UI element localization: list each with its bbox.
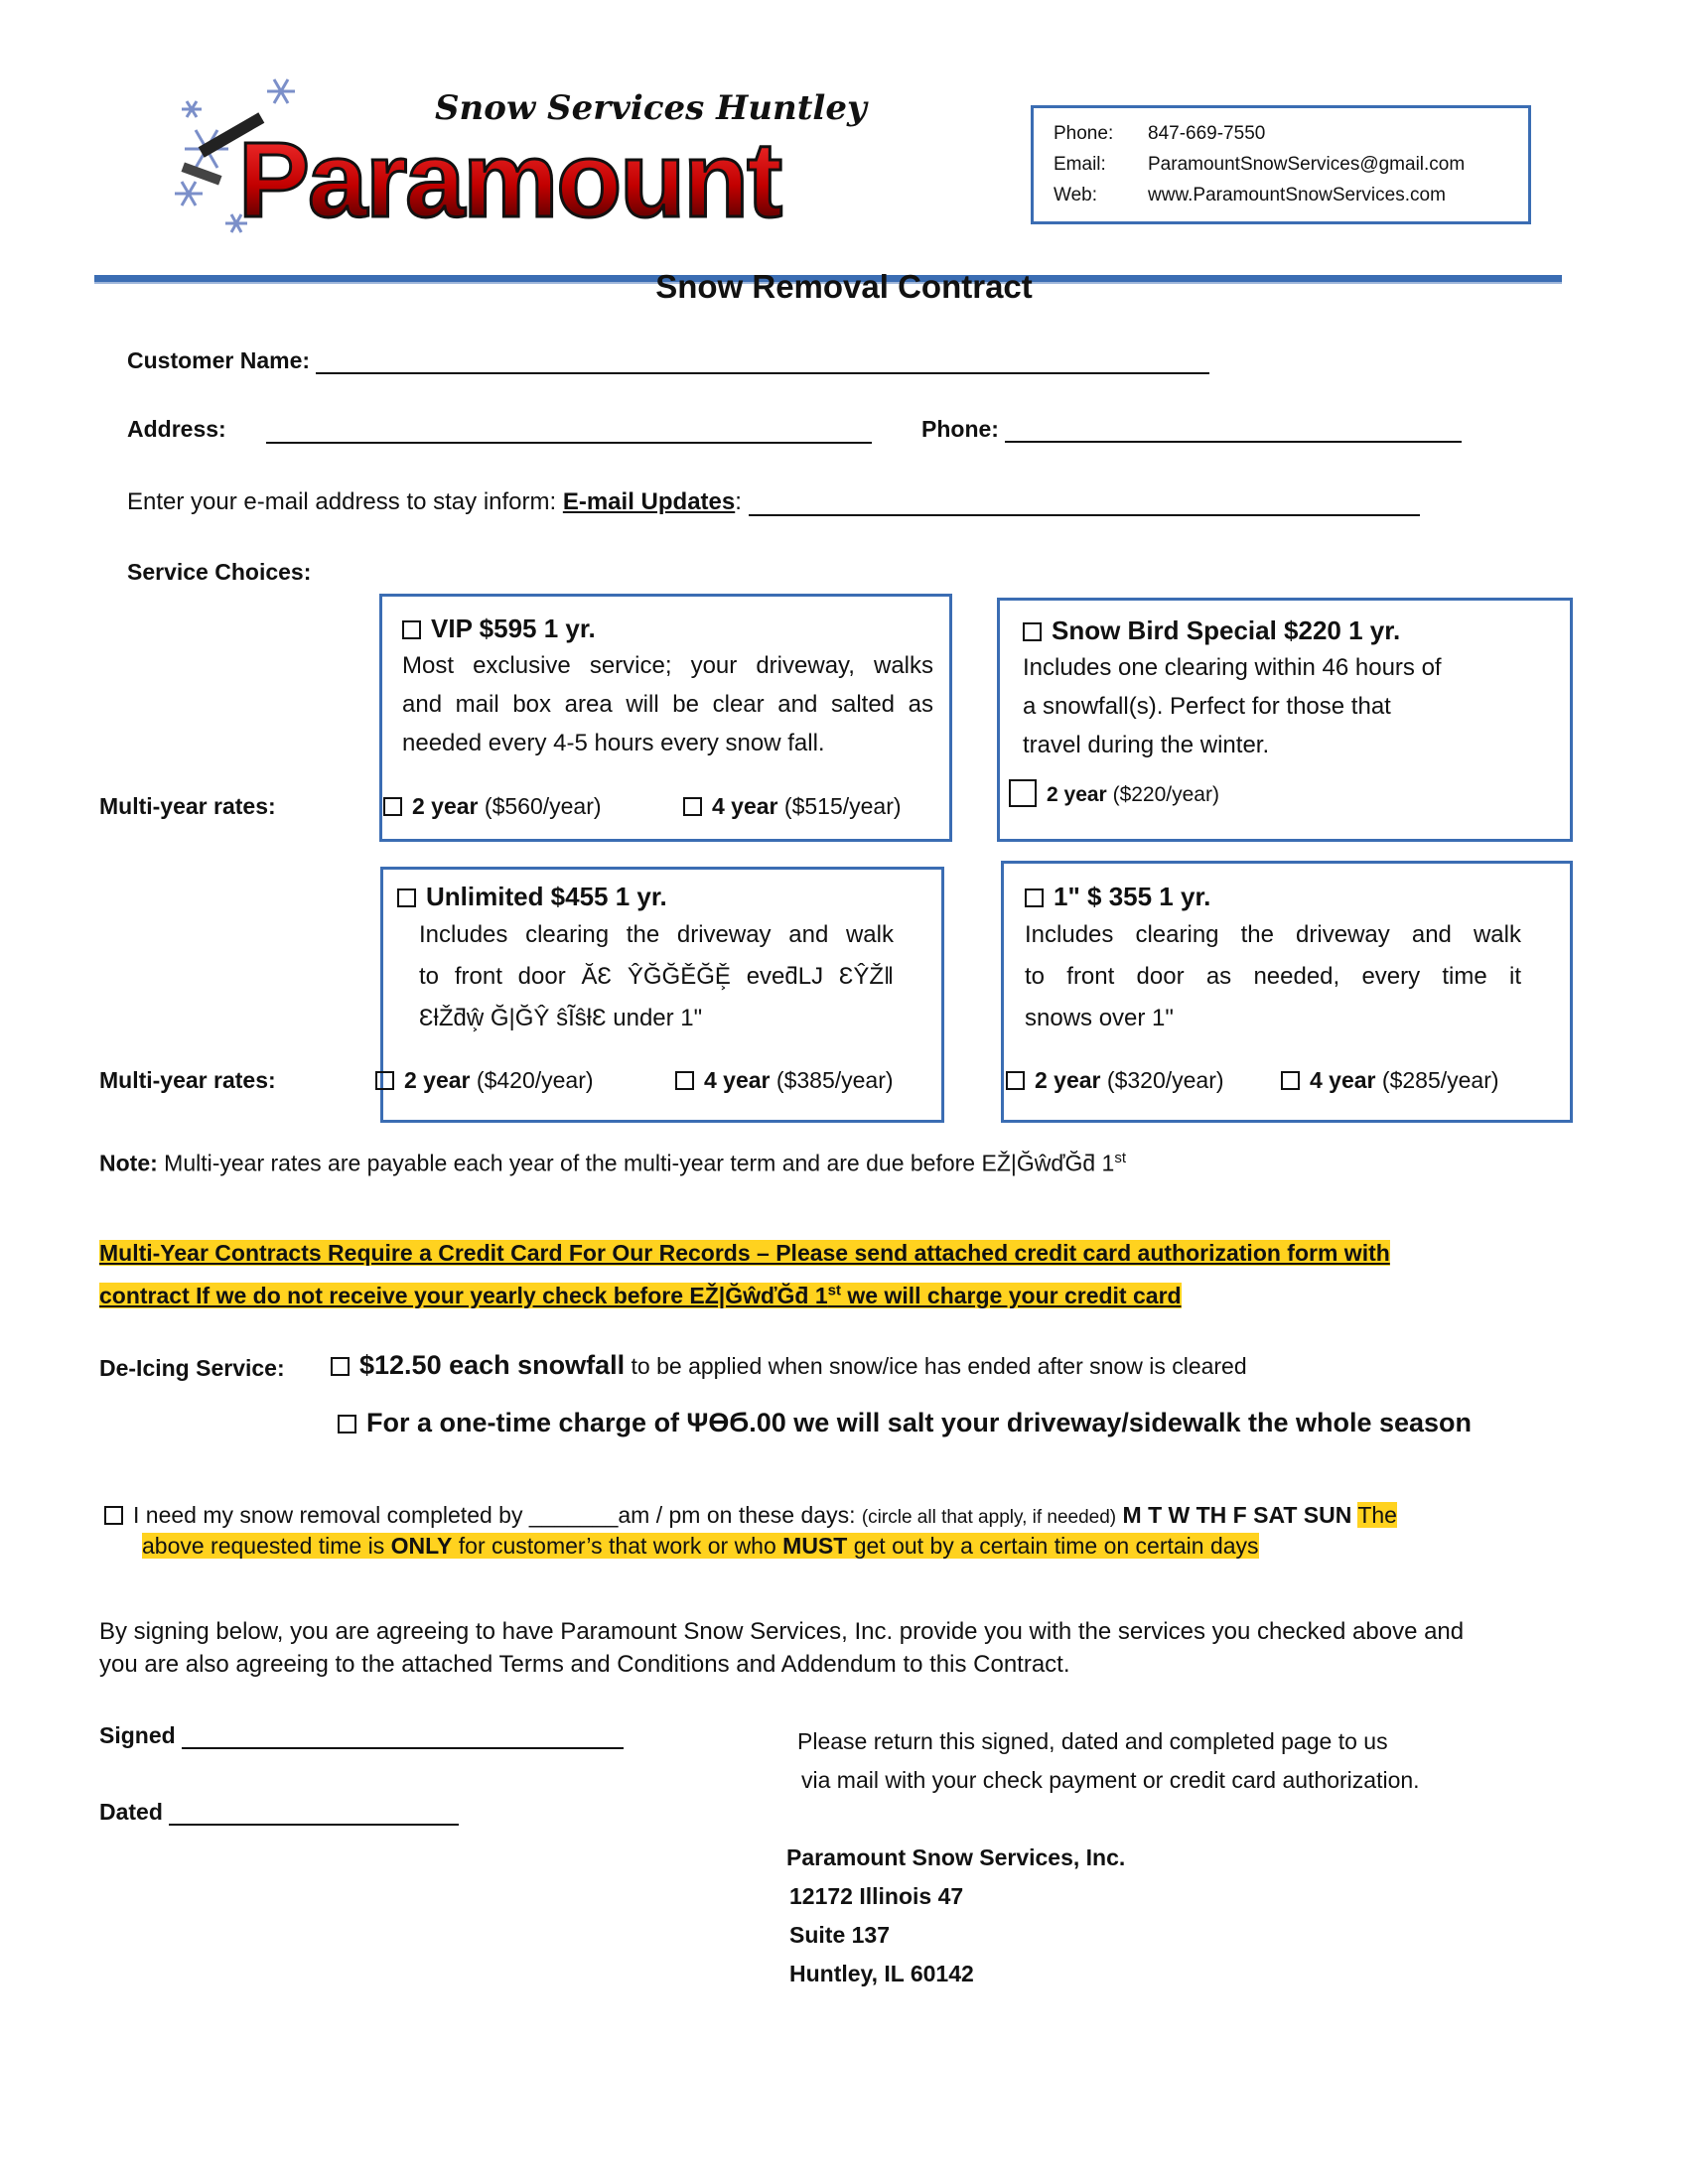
service-choices-label: Service Choices: (127, 559, 312, 585)
unlimited-desc-2: to front door ĂƐ ŶĞĞĚĞĚ͕ eveƌLJ ƐŶŽǁ (419, 963, 894, 990)
one-inch-4year-checkbox[interactable] (1281, 1071, 1300, 1090)
company-website[interactable]: www.ParamountSnowServices.com (1148, 185, 1446, 205)
unlimited-2year-checkbox[interactable] (375, 1071, 394, 1090)
address-label: Address: (127, 416, 226, 442)
warning-line-2b: we will charge your credit card (841, 1282, 1182, 1308)
warning-line-2a: contract If we do not receive your yearly check before EŽ|ĞŵďĞƌ 1 (99, 1282, 828, 1308)
company-logo (167, 69, 921, 238)
web-label: Web: (1054, 185, 1098, 205)
vip-2year-price: ($560/year) (484, 793, 602, 819)
mailing-address (786, 1839, 1125, 1993)
deicing-season-label: For a one-time charge of ΨϴϬ.00 we will salt your driveway/sidewalk the whole season (366, 1408, 1473, 1437)
one-inch-4year-label: 4 year (1310, 1067, 1376, 1093)
phone-field[interactable] (1005, 419, 1462, 443)
address-field[interactable] (266, 420, 872, 444)
one-inch-2year-price: ($320/year) (1106, 1067, 1224, 1093)
one-inch-desc-2: to front door as needed, every time it (1025, 963, 1521, 990)
deicing-per-snowfall-desc: to be applied when snow/ice has ended after snow is cleared (625, 1353, 1247, 1379)
customer-name-label: Customer Name: (127, 347, 311, 373)
unlimited-2year-price: ($420/year) (476, 1067, 594, 1093)
snowbird-2year-checkbox[interactable] (1009, 779, 1037, 807)
deicing-season-checkbox[interactable] (338, 1415, 356, 1433)
one-inch-2year-label: 2 year (1035, 1067, 1101, 1093)
unlimited-desc-1: Includes clearing the driveway and walk (419, 921, 894, 948)
unlimited-4year-price: ($385/year) (775, 1067, 894, 1093)
dated-label: Dated (99, 1799, 163, 1825)
vip-4year-checkbox[interactable] (683, 797, 702, 816)
timing-note-d: get out by a certain time on certain days (853, 1533, 1259, 1559)
snowbird-desc-1: Includes one clearing within 46 hours of (1023, 654, 1442, 681)
phone-label: Phone: (1054, 123, 1114, 144)
address-city: Huntley, IL 60142 (789, 1961, 974, 1986)
phone-field-label: Phone: (921, 416, 999, 442)
deicing-per-snowfall-checkbox[interactable] (331, 1357, 350, 1376)
note (99, 1150, 1126, 1177)
vip-4year-label: 4 year (712, 793, 778, 819)
unlimited-checkbox[interactable] (397, 888, 416, 907)
signature-field[interactable] (182, 1725, 624, 1749)
snowbird-desc-2: a snowfall(s). Perfect for those that (1023, 693, 1391, 720)
timing-note-b: above requested time is (142, 1533, 385, 1559)
note-label: Note: (99, 1150, 158, 1176)
deicing-per-snowfall-label: $12.50 each snowfall (359, 1350, 626, 1380)
vip-desc-1: Most exclusive service; your driveway, walks (402, 652, 933, 679)
timing-small: (circle all that apply, if needed) (861, 1507, 1117, 1528)
vip-desc-3: needed every 4-5 hours every snow fall. (402, 730, 825, 756)
svg-text:Paramount: Paramount (238, 119, 781, 238)
date-field[interactable] (169, 1802, 459, 1826)
warning-line-1: Multi-Year Contracts Require a Credit Card For Our Records – Please send attached credit card authorization form with (99, 1240, 1390, 1266)
email-prompt: Enter your e-mail address to stay inform: (127, 488, 557, 515)
one-inch-desc-1: Includes clearing the driveway and walk (1025, 921, 1521, 948)
address-company: Paramount Snow Services, Inc. (786, 1844, 1126, 1870)
credit-card-warning (99, 1234, 1390, 1314)
vip-desc-2: and mail box area will be clear and salted as (402, 691, 933, 718)
vip-title: VIP $595 1 yr. (431, 614, 596, 643)
company-phone: 847-669-7550 (1148, 123, 1266, 144)
timing-note-c: for customer’s that work or who (458, 1533, 776, 1559)
timing-note-only: ONLY (390, 1533, 453, 1559)
svg-text:Snow Services Huntley: Snow Services Huntley (435, 88, 867, 128)
vip-2year-checkbox[interactable] (383, 797, 402, 816)
unlimited-desc-3: ƐƚŽƌŵ͕ Ğ|ĞŶ ŝĨŝƚƐ under 1" (419, 1005, 703, 1031)
deicing-label: De-Icing Service: (99, 1355, 285, 1381)
email-field[interactable] (749, 492, 1420, 516)
agreement-line-1: By signing below, you are agreeing to have Paramount Snow Services, Inc. provide you with the services you checked above and (99, 1618, 1465, 1645)
agreement-line-2: you are also agreeing to the attached Terms and Conditions and Addendum to this Contract. (99, 1651, 1070, 1678)
signed-label: Signed (99, 1722, 176, 1748)
unlimited-4year-checkbox[interactable] (675, 1071, 694, 1090)
snowbird-title: Snow Bird Special $220 1 yr. (1052, 615, 1401, 645)
timing-note-a: The (1357, 1502, 1397, 1528)
return-line-1: Please return this signed, dated and completed page to us (797, 1728, 1388, 1754)
one-inch-checkbox[interactable] (1025, 888, 1044, 907)
address-suite: Suite 137 (789, 1922, 890, 1948)
logo-graphic (167, 69, 921, 238)
unlimited-4year-label: 4 year (704, 1067, 771, 1093)
email-label: Email: (1054, 154, 1106, 175)
timing-note-must: MUST (782, 1533, 848, 1559)
note-sup: st (1114, 1150, 1127, 1166)
contact-box (1031, 105, 1531, 224)
snowbird-desc-3: travel during the winter. (1023, 732, 1270, 758)
page-title: Snow Removal Contract (655, 268, 1033, 305)
unlimited-2year-label: 2 year (404, 1067, 471, 1093)
email-updates-link[interactable]: E-mail Updates (562, 488, 736, 515)
multi-year-label-2: Multi-year rates: (99, 1067, 276, 1093)
company-email[interactable]: ParamountSnowServices@gmail.com (1148, 154, 1466, 175)
one-inch-title: 1" $ 355 1 yr. (1054, 882, 1211, 911)
note-text: Multi-year rates are payable each year of the multi-year term and are due before EŽ|ĞŵďĞƌ 1 (164, 1150, 1115, 1176)
vip-checkbox[interactable] (402, 620, 421, 639)
address-street: 12172 Illinois 47 (789, 1883, 964, 1909)
one-inch-desc-3: snows over 1" (1025, 1005, 1174, 1031)
customer-name-field[interactable] (316, 350, 1209, 374)
one-inch-2year-checkbox[interactable] (1006, 1071, 1025, 1090)
snowbird-2year-label: 2 year (1047, 783, 1107, 806)
timing-checkbox[interactable] (104, 1506, 123, 1525)
timing-text: I need my snow removal completed by _______am / pm on these days: (133, 1502, 856, 1528)
snowbird-checkbox[interactable] (1023, 622, 1042, 641)
one-inch-4year-price: ($285/year) (1381, 1067, 1499, 1093)
return-line-2: via mail with your check payment or credit card authorization. (801, 1767, 1420, 1793)
timing-days[interactable]: M T W TH F SAT SUN (1122, 1502, 1352, 1528)
snowbird-2year-price: ($220/year) (1112, 783, 1219, 806)
vip-2year-label: 2 year (412, 793, 479, 819)
vip-4year-price: ($515/year) (783, 793, 902, 819)
warning-sup: st (827, 1282, 841, 1298)
multi-year-label-1: Multi-year rates: (99, 793, 276, 819)
unlimited-title: Unlimited $455 1 yr. (426, 882, 667, 911)
email-colon: : (735, 488, 742, 515)
